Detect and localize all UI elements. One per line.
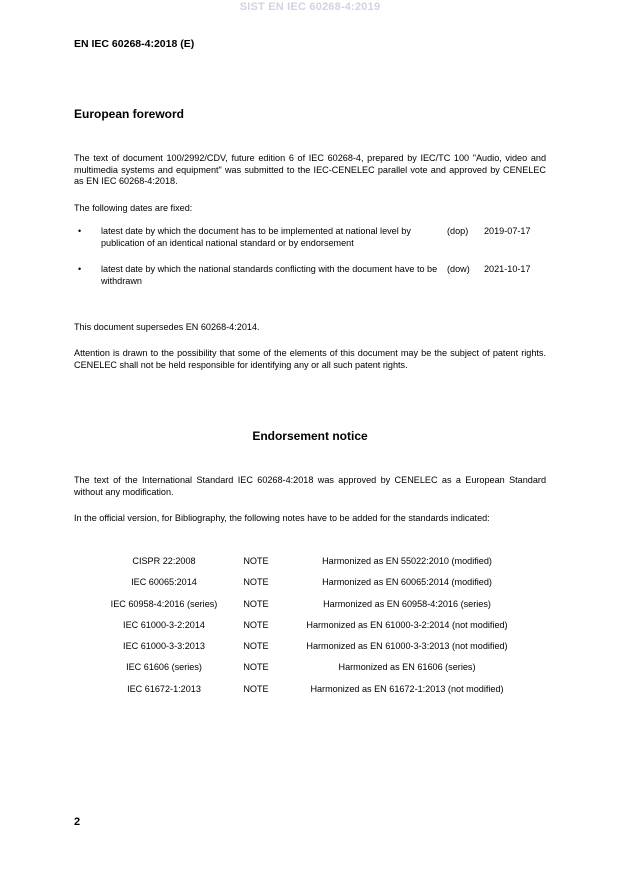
bullet: • (78, 264, 82, 274)
harmonized-cell: Harmonized as EN 61000-3-3:2013 (not modified) (306, 641, 508, 652)
patent-attention-text: Attention is drawn to the possibility that some of the elements of this document may be the subject of patent rights. CENELEC shall not be held responsible for identifying any or all such patent rights. (74, 348, 546, 370)
bibliography-note: In the official version, for Bibliography, the following notes have to be added for the standards indicated: (74, 513, 490, 523)
standard-cell: CISPR 22:2008 (132, 556, 196, 566)
note-label-cell: NOTE (243, 641, 269, 652)
supersedes-text: This document supersedes EN 60268-4:2014. (74, 322, 260, 332)
date-item-date: 2019-07-17 (484, 226, 531, 236)
endorsement-text: The text of the International Standard IEC 60268-4:2018 was approved by CENELEC as a European Standard without any modification. (74, 475, 546, 497)
foreword-intro: The text of document 100/2992/CDV, future edition 6 of IEC 60268-4, prepared by IEC/TC 100 "Audio, video and multimedia systems and equipment" was submitted to the IEC-CENELEC parallel vote and approved by CENELEC as EN IEC 60268-4:2018. (74, 153, 546, 187)
note-label-cell: NOTE (243, 577, 269, 588)
note-label-cell: NOTE (243, 683, 269, 694)
table-row (74, 641, 546, 662)
standard-cell: IEC 61606 (series) (126, 662, 202, 673)
table-row (74, 684, 546, 705)
note-label-cell: NOTE (243, 619, 269, 630)
standard-cell: IEC 61000-3-3:2013 (123, 641, 205, 652)
date-item-abbr: (dop) (447, 226, 469, 236)
foreword-heading: European foreword (74, 107, 185, 121)
table-row (74, 599, 546, 620)
harmonized-cell: Harmonized as EN 55022:2010 (modified) (322, 556, 492, 566)
harmonized-cell: Harmonized as EN 61672-1:2013 (not modified) (310, 683, 504, 694)
table-row (74, 662, 546, 683)
standard-cell: IEC 61672-1:2013 (127, 683, 201, 694)
harmonized-cell: Harmonized as EN 60958-4:2016 (series) (323, 598, 491, 609)
dates-intro: The following dates are fixed: (74, 203, 193, 213)
standard-cell: IEC 60958-4:2016 (series) (110, 598, 218, 609)
bibliography-notes-table (74, 556, 546, 705)
note-label-cell: NOTE (243, 662, 269, 673)
endorsement-heading: Endorsement notice (252, 429, 368, 443)
watermark: SIST EN IEC 60268-4:2019 (239, 1, 381, 13)
note-label-cell: NOTE (243, 598, 269, 609)
note-label-cell: NOTE (243, 556, 269, 566)
date-item-text: latest date by which the document has to be implemented at national level by publication of an identical national standard or by endorsement (101, 226, 411, 248)
standard-cell: IEC 60065:2014 (131, 577, 197, 588)
table-row (74, 556, 546, 577)
document-id-header: EN IEC 60268-4:2018 (E) (74, 38, 195, 50)
harmonized-cell: Harmonized as EN 60065:2014 (modified) (322, 577, 492, 588)
table-row (74, 620, 546, 641)
harmonized-cell: Harmonized as EN 61000-3-2:2014 (not modified) (306, 619, 508, 630)
bullet: • (78, 226, 82, 236)
page-number: 2 (74, 816, 81, 828)
harmonized-cell: Harmonized as EN 61606 (series) (338, 662, 476, 673)
date-item-abbr: (dow) (447, 264, 470, 274)
standard-cell: IEC 61000-3-2:2014 (123, 619, 205, 630)
date-item-text: latest date by which the national standards conflicting with the document have to be withdrawn (101, 264, 438, 286)
table-row (74, 577, 546, 598)
date-item-date: 2021-10-17 (484, 264, 531, 274)
